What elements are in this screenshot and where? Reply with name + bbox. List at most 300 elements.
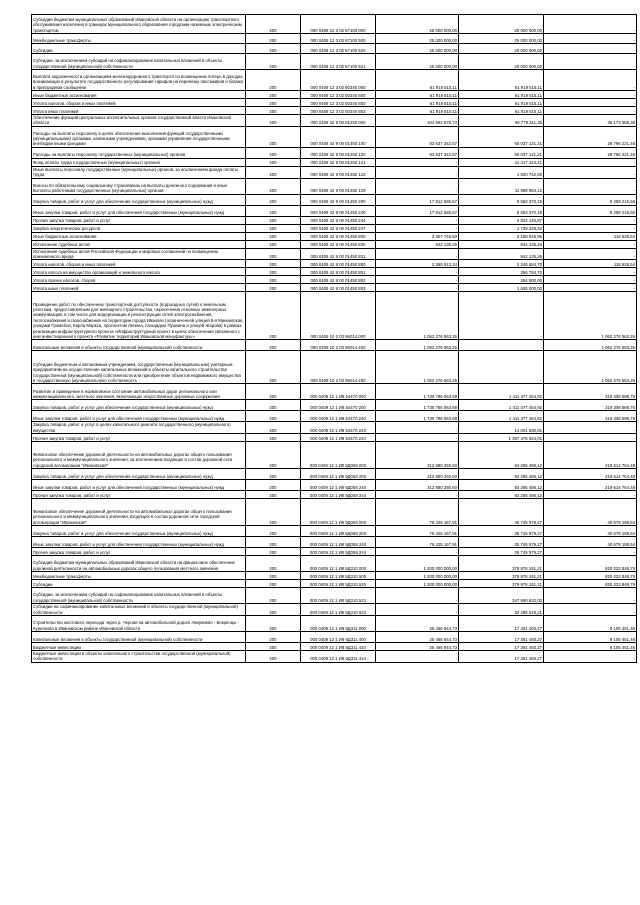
row-approved-budget-cell: 25 000 000,00 [376, 34, 459, 44]
row-name-cell: Субсидии на софинансирование капитальных вложений в объекты государственной (муниципальной) собственности [32, 604, 246, 616]
table-row [32, 205, 637, 216]
row-admin-code-cell: 200 [246, 70, 301, 91]
row-unexecuted-cell: - [544, 158, 637, 166]
row-approved-budget-cell: - [376, 224, 459, 232]
row-classification-code-cell: 000 0408 42 9 00 01450 244 [301, 216, 376, 224]
row-classification-code-cell: 000 0409 12 1 И8 9Д058 000 [301, 442, 376, 469]
row-executed-cell: 3 188 819,96 [459, 232, 544, 240]
row-approved-budget-cell: 61 919 515,11 [376, 91, 459, 99]
row-executed-cell: 254 900,00 [459, 276, 544, 284]
row-executed-cell: 1 411 477 454,92 [459, 411, 544, 422]
row-admin-code-cell: 200 [246, 99, 301, 107]
table-row [32, 240, 637, 248]
row-approved-budget-cell: 1 200 000 000,00 [376, 556, 459, 572]
table-row [32, 434, 637, 442]
row-unexecuted-cell: 319 308 588,76 [544, 400, 637, 411]
table-row [32, 147, 637, 158]
row-approved-budget-cell: 25 466 944,73 [376, 643, 459, 651]
row-unexecuted-cell: 219 614 764,48 [544, 480, 637, 491]
row-unexecuted-cell: - [544, 44, 637, 54]
row-executed-cell: 55 037 121,21 [459, 147, 544, 158]
row-name-cell: Иные закупки товаров, работ и услуг для обеспечения государственных (муниципальных) нужд [32, 411, 246, 422]
table-row [32, 268, 637, 276]
row-admin-code-cell: 200 [246, 91, 301, 99]
row-unexecuted-cell: - [544, 99, 637, 107]
row-name-cell: Взносы по обязательному социальному страхованию на выплаты денежного содержания и иные выплаты работникам государственных (муниципальных) органов [32, 178, 246, 194]
row-name-cell: Межбюджетные трансферты [32, 572, 246, 580]
row-classification-code-cell: 000 0408 42 9 00 01450 830 [301, 240, 376, 248]
table-row [32, 70, 637, 91]
row-classification-code-cell: 000 0408 42 9 00 01450 800 [301, 232, 376, 240]
row-classification-code-cell: 000 0408 42 9 00 01450 122 [301, 166, 376, 178]
table-row [32, 480, 637, 491]
table-row [32, 469, 637, 480]
row-approved-budget-cell: - [376, 651, 459, 663]
row-classification-code-cell: 000 0408 42 9 00 01450 247 [301, 224, 376, 232]
table-row [32, 248, 637, 260]
row-unexecuted-cell: 319 308 588,76 [544, 384, 637, 400]
row-classification-code-cell: 000 0409 12 1 И8 9Д311 410 [301, 643, 376, 651]
row-name-cell: Финансовое обеспечение дорожной деятельности на автомобильных дорогах общего пользования регионального и межмуниципального значения, за исключением входящих в состав дорожной сети городской агломерации "Ивановская" [32, 442, 246, 469]
row-approved-budget-cell: 61 919 515,11 [376, 99, 459, 107]
row-classification-code-cell: 000 0408 42 9 00 01450 853 [301, 284, 376, 292]
row-executed-cell: 55 037 121,21 [459, 126, 544, 147]
budget-execution-table [31, 14, 637, 663]
row-approved-budget-cell: 1 062 276 563,26 [376, 340, 459, 351]
row-name-cell: Капитальные вложения в объекты государственной (муниципальной) собственности [32, 340, 246, 351]
table-row [32, 422, 637, 434]
row-classification-code-cell: 000 0408 42 9 00 01450 121 [301, 158, 376, 166]
row-unexecuted-cell: 8 105 451,46 [544, 643, 637, 651]
row-admin-code-cell: 200 [246, 548, 301, 556]
row-name-cell: Фонд оплаты труда государственных (муниципальных) органов [32, 158, 246, 166]
row-admin-code-cell: 200 [246, 232, 301, 240]
row-unexecuted-cell: - [544, 70, 637, 91]
row-admin-code-cell: 200 [246, 351, 301, 384]
table-row [32, 15, 637, 34]
table-row [32, 178, 637, 194]
row-name-cell: Субсидии [32, 44, 246, 54]
row-name-cell: Бюджетные инвестиции в объекты капитального строительства государственной (муниципальной) собственности [32, 651, 246, 663]
row-admin-code-cell: 200 [246, 422, 301, 434]
row-unexecuted-cell: - [544, 588, 637, 604]
row-classification-code-cell: 000 0409 12 1 И8 9Д310 000 [301, 556, 376, 572]
row-classification-code-cell: 000 0409 12 1 И8 9Д059 200 [301, 526, 376, 537]
row-executed-cell: 1 620 742,56 [459, 166, 544, 178]
row-name-cell: Закупка товаров, работ и услуг в целях капитального ремонта государственного (муниципального) имущества [32, 422, 246, 434]
row-executed-cell: 1 411 477 454,92 [459, 384, 544, 400]
row-executed-cell: 25 000 000,00 [459, 15, 544, 34]
row-classification-code-cell: 000 0409 12 1 И8 9Д310 522 [301, 604, 376, 616]
row-approved-budget-cell: 61 919 515,11 [376, 70, 459, 91]
row-admin-code-cell: 200 [246, 537, 301, 548]
row-name-cell: Уплата налогов, сборов и иных платежей [32, 260, 246, 268]
table-row [32, 616, 637, 632]
row-approved-budget-cell: 17 812 585,57 [376, 205, 459, 216]
row-unexecuted-cell: 28 796 221,46 [544, 147, 637, 158]
row-admin-code-cell: 200 [246, 224, 301, 232]
row-classification-code-cell: 000 0408 12 3 02 67100 000 [301, 15, 376, 34]
row-classification-code-cell: 000 0408 42 9 00 01450 850 [301, 260, 376, 268]
table-row [32, 442, 637, 469]
row-executed-cell: 2 246 684,70 [459, 260, 544, 268]
row-classification-code-cell: 000 0409 12 1 И8 9Д059 000 [301, 499, 376, 526]
row-name-cell: Закупка товаров, работ и услуг для обеспечения государственных (муниципальных) нужд [32, 400, 246, 411]
row-executed-cell: 17 361 493,27 [459, 651, 544, 663]
row-approved-budget-cell: - [376, 178, 459, 194]
row-name-cell: Субсидии, за исключением субсидий на софинансирование капитальных вложений в объекты государственной (муниципальной) собственности [32, 588, 246, 604]
row-executed-cell: 1 635 000,00 [459, 284, 544, 292]
row-admin-code-cell: 200 [246, 268, 301, 276]
table-row [32, 99, 637, 107]
row-unexecuted-cell: 1 062 276 563,26 [544, 292, 637, 340]
row-unexecuted-cell: - [544, 276, 637, 284]
row-classification-code-cell: 000 0408 12 3 02 60340 850 [301, 99, 376, 107]
row-classification-code-cell: 000 0409 10 2 03 96014 000 [301, 292, 376, 340]
row-unexecuted-cell: - [544, 216, 637, 224]
row-executed-cell: 17 361 493,27 [459, 616, 544, 632]
row-unexecuted-cell: 219 614 764,48 [544, 469, 637, 480]
row-name-cell: Субсидии бюджетам муниципальных образований Ивановской области на организацию транспортного обслуживания населения в границах муниципального образования городским наземным электрическим транспортом [32, 15, 246, 34]
row-name-cell: Уплата иных платежей [32, 284, 246, 292]
row-admin-code-cell: 200 [246, 616, 301, 632]
row-executed-cell: 942 135,26 [459, 240, 544, 248]
row-executed-cell: 32 285 519,21 [459, 604, 544, 616]
row-approved-budget-cell: 1 200 000 000,00 [376, 580, 459, 588]
row-approved-budget-cell: - [376, 158, 459, 166]
row-unexecuted-cell: - [544, 284, 637, 292]
row-executed-cell: 35 745 979,27 [459, 537, 544, 548]
row-unexecuted-cell: - [544, 224, 637, 232]
row-approved-budget-cell: 1 730 786 063,68 [376, 384, 459, 400]
row-executed-cell: 68 779 311,36 [459, 115, 544, 127]
table-row [32, 643, 637, 651]
table-row [32, 194, 637, 205]
row-unexecuted-cell: 8 105 451,46 [544, 632, 637, 643]
row-executed-cell: 1 411 477 454,92 [459, 400, 544, 411]
row-admin-code-cell: 200 [246, 44, 301, 54]
row-approved-budget-cell: 312 880 250,60 [376, 480, 459, 491]
table-row [32, 537, 637, 548]
row-unexecuted-cell: 820 023 848,79 [544, 580, 637, 588]
row-classification-code-cell: 000 0408 12 3 02 60340 853 [301, 107, 376, 115]
table-row [32, 44, 637, 54]
row-name-cell: Уплата прочих налогов, сборов [32, 276, 246, 284]
row-unexecuted-cell: - [544, 491, 637, 499]
row-approved-budget-cell: - [376, 548, 459, 556]
row-executed-cell: 35 745 979,27 [459, 548, 544, 556]
row-executed-cell: 379 976 151,21 [459, 580, 544, 588]
table-row [32, 651, 637, 663]
row-classification-code-cell: 000 0408 42 9 00 01450 120 [301, 147, 376, 158]
row-name-cell: Финансовое обеспечение дорожной деятельности на автомобильных дорогах общего пользования регионального и межмуниципального значения, входящих в состав дорожной сети городской агломерации "Ивановская" [32, 499, 246, 526]
row-executed-cell: 25 000 000,00 [459, 34, 544, 44]
table-body [32, 15, 637, 663]
row-classification-code-cell: 000 0409 12 1 И8 9Д310 520 [301, 580, 376, 588]
row-admin-code-cell: 200 [246, 166, 301, 178]
row-executed-cell: 17 361 493,27 [459, 643, 544, 651]
row-approved-budget-cell: - [376, 268, 459, 276]
row-executed-cell: 356 784,70 [459, 268, 544, 276]
row-approved-budget-cell: 942 135,26 [376, 240, 459, 248]
row-classification-code-cell: 000 0408 42 9 00 01450 129 [301, 178, 376, 194]
row-executed-cell: 347 690 632,00 [459, 588, 544, 604]
row-admin-code-cell: 200 [246, 194, 301, 205]
row-name-cell: Капитальные вложения в объекты государственной (муниципальной) собственности [32, 632, 246, 643]
row-admin-code-cell: 200 [246, 126, 301, 147]
row-admin-code-cell: 200 [246, 216, 301, 224]
row-name-cell: Прочая закупка товаров, работ и услуг [32, 491, 246, 499]
row-executed-cell: 25 000 000,00 [459, 44, 544, 54]
row-admin-code-cell: 200 [246, 158, 301, 166]
table-row [32, 580, 637, 588]
row-name-cell: Субсидии бюджетам муниципальных образований Ивановской области на финансовое обеспечение дорожной деятельности на автомобильных дорогах общего пользования местного значения [32, 556, 246, 572]
row-unexecuted-cell: - [544, 54, 637, 70]
row-approved-budget-cell: 1 730 786 063,68 [376, 400, 459, 411]
row-admin-code-cell: 200 [246, 643, 301, 651]
row-name-cell: Прочая закупка товаров, работ и услуг [32, 548, 246, 556]
row-executed-cell: - [459, 351, 544, 384]
row-name-cell: Расходы на выплаты персоналу государственных (муниципальных) органов [32, 147, 246, 158]
row-classification-code-cell: 000 0408 12 3 02 60340 800 [301, 91, 376, 99]
row-admin-code-cell: 200 [246, 260, 301, 268]
row-name-cell: Выплата задолженности организациям железнодорожного транспорта по возмещению потерь в доходах, возникающих в результате государственного регулирования тарифов на перевозку пассажиров и багажа в пригородном сообщении [32, 70, 246, 91]
row-executed-cell: 35 745 979,27 [459, 499, 544, 526]
table-row [32, 400, 637, 411]
row-admin-code-cell: 200 [246, 480, 301, 491]
table-row [32, 491, 637, 499]
row-executed-cell: 14 001 530,91 [459, 422, 544, 434]
row-classification-code-cell: 000 0408 42 9 00 01450 851 [301, 268, 376, 276]
row-executed-cell: 41 417 424,41 [459, 158, 544, 166]
table-row [32, 284, 637, 292]
row-approved-budget-cell: 76 425 167,91 [376, 537, 459, 548]
table-row [32, 260, 637, 268]
table-row [32, 340, 637, 351]
row-approved-budget-cell: 76 425 167,91 [376, 499, 459, 526]
row-name-cell: Субсидии [32, 580, 246, 588]
table-row [32, 384, 637, 400]
row-name-cell: Закупка товаров, работ и услуг для обеспечения государственных (муниципальных) нужд [32, 469, 246, 480]
table-row [32, 232, 637, 240]
row-unexecuted-cell: - [544, 166, 637, 178]
table-row [32, 632, 637, 643]
row-executed-cell: 93 265 486,12 [459, 491, 544, 499]
row-unexecuted-cell: 820 023 848,79 [544, 556, 637, 572]
row-approved-budget-cell: 25 000 000,00 [376, 15, 459, 34]
row-name-cell: Исполнение судебных актов Российской Федерации и мировых соглашений по возмещению причиненного вреда [32, 248, 246, 260]
table-row [32, 34, 637, 44]
row-approved-budget-cell: 1 200 000 000,00 [376, 572, 459, 580]
row-name-cell: Уплата налога на имущество организаций и земельного налога [32, 268, 246, 276]
table-row [32, 499, 637, 526]
row-executed-cell: 61 919 515,11 [459, 99, 544, 107]
row-classification-code-cell: 000 0408 42 9 00 01450 240 [301, 205, 376, 216]
row-name-cell: Иные бюджетные ассигнования [32, 232, 246, 240]
row-name-cell: Закупка товаров, работ и услуг для обеспечения государственных (муниципальных) нужд [32, 194, 246, 205]
row-name-cell: Развитие и приведение в нормативное состояние автомобильных дорог регионального или межмуниципального, местного значения, включающих искусственные дорожные сооружения [32, 384, 246, 400]
row-approved-budget-cell: - [376, 434, 459, 442]
row-admin-code-cell: 200 [246, 434, 301, 442]
table-row [32, 216, 637, 224]
table-row [32, 158, 637, 166]
row-approved-budget-cell: 25 466 944,73 [376, 616, 459, 632]
row-name-cell: Иные закупки товаров, работ и услуг для обеспечения государственных (муниципальных) нужд [32, 205, 246, 216]
row-name-cell: Иные закупки товаров, работ и услуг для обеспечения государственных (муниципальных) нужд [32, 537, 246, 548]
table-row [32, 411, 637, 422]
row-approved-budget-cell: - [376, 588, 459, 604]
row-unexecuted-cell: - [544, 91, 637, 99]
row-unexecuted-cell: - [544, 434, 637, 442]
row-approved-budget-cell: 61 919 515,11 [376, 107, 459, 115]
row-name-cell: Иные закупки товаров, работ и услуг для обеспечения государственных (муниципальных) нужд [32, 480, 246, 491]
row-admin-code-cell: 200 [246, 248, 301, 260]
row-name-cell: Иные выплаты персоналу государственных (муниципальных) органов, за исключением фонда оплаты труда [32, 166, 246, 178]
row-admin-code-cell: 200 [246, 284, 301, 292]
row-unexecuted-cell: - [544, 15, 637, 34]
row-admin-code-cell: 200 [246, 491, 301, 499]
row-admin-code-cell: 200 [246, 240, 301, 248]
row-admin-code-cell: 200 [246, 526, 301, 537]
row-admin-code-cell: 200 [246, 632, 301, 643]
row-approved-budget-cell: 2 365 613,24 [376, 260, 459, 268]
row-executed-cell: 8 553 370,19 [459, 205, 544, 216]
row-admin-code-cell: 200 [246, 411, 301, 422]
row-unexecuted-cell: - [544, 548, 637, 556]
row-unexecuted-cell: 1 062 276 563,26 [544, 340, 637, 351]
row-unexecuted-cell: - [544, 34, 637, 44]
row-executed-cell: 93 265 486,12 [459, 442, 544, 469]
row-unexecuted-cell: 36 173 365,38 [544, 115, 637, 127]
row-admin-code-cell: 200 [246, 107, 301, 115]
row-executed-cell: 61 919 515,11 [459, 91, 544, 99]
row-classification-code-cell: 000 0409 10 2 03 96014 400 [301, 340, 376, 351]
table-row [32, 224, 637, 232]
row-approved-budget-cell: 1 062 276 563,26 [376, 351, 459, 384]
row-name-cell: Субсидии бюджетным и автономным учреждениям, государственным (муниципальным) унитарным предприятиям на осуществление капитальных вложений в объекты капитального строительства государственной (муниципальной) собственности или приобретение объектов недвижимого имущества в государственную (муниципальную) собственность [32, 351, 246, 384]
row-classification-code-cell: 000 0408 42 9 00 01450 200 [301, 194, 376, 205]
table-row [32, 351, 637, 384]
row-executed-cell: 17 361 493,27 [459, 632, 544, 643]
table-row [32, 292, 637, 340]
row-name-cell: Закупка товаров, работ и услуг для обеспечения государственных (муниципальных) нужд [32, 526, 246, 537]
row-classification-code-cell: 000 0408 42 9 00 01450 000 [301, 115, 376, 127]
row-admin-code-cell: 200 [246, 651, 301, 663]
row-approved-budget-cell: - [376, 491, 459, 499]
row-classification-code-cell: 000 0409 12 1 И8 9Д058 240 [301, 480, 376, 491]
table-row [32, 276, 637, 284]
row-classification-code-cell: 000 0409 12 1 И8 9Д058 244 [301, 491, 376, 499]
row-admin-code-cell: 200 [246, 442, 301, 469]
row-admin-code-cell: 200 [246, 15, 301, 34]
row-admin-code-cell: 200 [246, 588, 301, 604]
row-executed-cell: 11 998 954,12 [459, 178, 544, 194]
row-classification-code-cell: 000 0408 12 3 02 67100 521 [301, 54, 376, 70]
row-name-cell: Прочая закупка товаров, работ и услуг [32, 434, 246, 442]
row-executed-cell: 6 824 140,87 [459, 216, 544, 224]
row-approved-budget-cell: 25 466 944,73 [376, 632, 459, 643]
table-row [32, 588, 637, 604]
row-classification-code-cell: 000 0409 12 1 И8 9Д059 244 [301, 548, 376, 556]
row-approved-budget-cell: 312 880 250,60 [376, 469, 459, 480]
row-classification-code-cell: 000 0409 10 2 03 96014 460 [301, 351, 376, 384]
row-unexecuted-cell: - [544, 107, 637, 115]
row-executed-cell: 93 265 486,12 [459, 480, 544, 491]
row-classification-code-cell: 000 0409 12 1 И8 9Д311 400 [301, 632, 376, 643]
row-unexecuted-cell: 118 928,54 [544, 260, 637, 268]
row-classification-code-cell: 000 0408 12 3 02 67100 520 [301, 44, 376, 54]
row-admin-code-cell: 200 [246, 572, 301, 580]
row-approved-budget-cell: 17 812 585,57 [376, 194, 459, 205]
row-unexecuted-cell: - [544, 240, 637, 248]
row-approved-budget-cell: 3 307 748,50 [376, 232, 459, 240]
row-approved-budget-cell: 83 637 342,67 [376, 147, 459, 158]
row-classification-code-cell: 000 0408 42 9 00 01450 852 [301, 276, 376, 284]
row-classification-code-cell: 000 0409 12 1 И8 54470 244 [301, 434, 376, 442]
row-executed-cell: 61 919 515,11 [459, 107, 544, 115]
row-approved-budget-cell: - [376, 248, 459, 260]
row-classification-code-cell: 000 0409 12 1 И8 9Д058 200 [301, 469, 376, 480]
row-admin-code-cell: 200 [246, 115, 301, 127]
table-row [32, 126, 637, 147]
row-unexecuted-cell: 9 259 215,58 [544, 194, 637, 205]
table-row [32, 556, 637, 572]
table-row [32, 166, 637, 178]
row-unexecuted-cell: - [544, 422, 637, 434]
row-classification-code-cell: 000 0409 12 1 И8 54470 243 [301, 422, 376, 434]
row-unexecuted-cell: 40 679 188,64 [544, 537, 637, 548]
row-classification-code-cell: 000 0408 42 9 00 01450 831 [301, 248, 376, 260]
row-approved-budget-cell: - [376, 422, 459, 434]
row-unexecuted-cell: 820 023 848,79 [544, 572, 637, 580]
table-row [32, 91, 637, 99]
table-row [32, 526, 637, 537]
row-executed-cell: - [459, 340, 544, 351]
row-classification-code-cell: 000 0409 12 1 И8 54470 000 [301, 384, 376, 400]
row-unexecuted-cell: 219 614 764,48 [544, 442, 637, 469]
row-name-cell: Проведение работ по обеспечению транспортной доступности (подъездных путей) к земельным участкам, предоставленным для жилищного строительства, пересечения основных инженерных коммуникаций, в том числе для модернизации и реконструкции сетей электроснабжения, теплоснабжения и газоснабжения на территории города Иваново (ограниченной улицей 8-я Минеевская, улицами Громобоя, Карла Маркса, проспектом Ленина, площадью Пушкина и улицей Жарова) в рамках реализации инфраструктурного проекта «Инфраструктурный проект в целях обеспечения связанного с ним инвестиционного проекта «Развитие территорий Ивановской мануфактуры» [32, 292, 246, 340]
row-unexecuted-cell: 1 062 276 563,26 [544, 351, 637, 384]
row-approved-budget-cell: - [376, 166, 459, 178]
row-executed-cell: 379 976 151,21 [459, 556, 544, 572]
row-classification-code-cell: 000 0409 12 1 И8 9Д310 521 [301, 588, 376, 604]
row-classification-code-cell: 000 0408 12 3 02 60340 000 [301, 70, 376, 91]
row-unexecuted-cell: 40 679 188,64 [544, 526, 637, 537]
row-name-cell: Уплата иных платежей [32, 107, 246, 115]
row-unexecuted-cell: - [544, 604, 637, 616]
row-approved-budget-cell: 83 637 342,67 [376, 126, 459, 147]
row-name-cell: Обеспечение функций центральных исполнительных органов государственной власти Ивановской области [32, 115, 246, 127]
row-classification-code-cell: 000 0409 12 1 И8 54470 200 [301, 400, 376, 411]
row-executed-cell: 1 397 475 924,01 [459, 434, 544, 442]
row-admin-code-cell: 200 [246, 292, 301, 340]
row-classification-code-cell: 000 0409 12 1 И8 9Д311 414 [301, 651, 376, 663]
row-approved-budget-cell: 104 952 676,74 [376, 115, 459, 127]
row-classification-code-cell: 000 0409 12 1 И8 9Д311 000 [301, 616, 376, 632]
table-row [32, 572, 637, 580]
row-unexecuted-cell: 28 796 221,46 [544, 126, 637, 147]
table-row [32, 548, 637, 556]
row-admin-code-cell: 200 [246, 499, 301, 526]
row-admin-code-cell: 200 [246, 147, 301, 158]
row-admin-code-cell: 200 [246, 205, 301, 216]
row-approved-budget-cell: 1 062 276 563,26 [376, 292, 459, 340]
row-unexecuted-cell: - [544, 248, 637, 260]
row-name-cell: Закупка энергетических ресурсов [32, 224, 246, 232]
table-row [32, 107, 637, 115]
row-executed-cell: 379 976 151,21 [459, 572, 544, 580]
row-classification-code-cell: 000 0408 42 9 00 01450 100 [301, 126, 376, 147]
